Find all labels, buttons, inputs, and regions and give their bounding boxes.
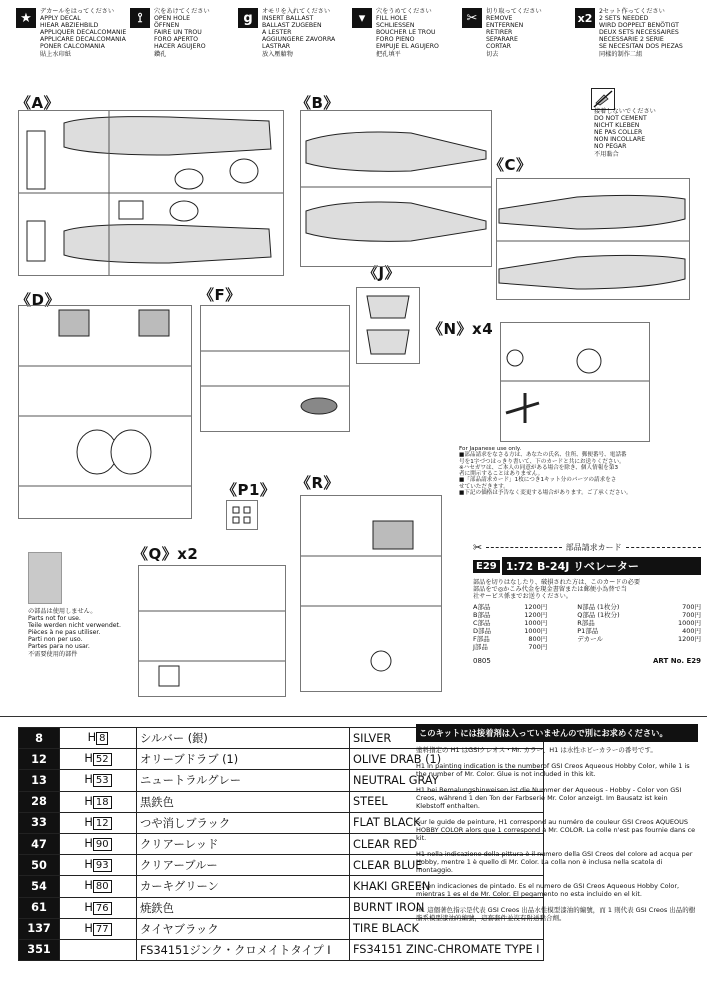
legend-line: FILL HOLE: [376, 15, 408, 23]
unused-note-line: Parti non per uso.: [28, 636, 83, 644]
price-value: 700円: [682, 611, 701, 620]
paint-name-jp: ニュートラルグレー: [137, 770, 350, 791]
paint-note: H1 這個著色指示是代表 GSI Creos 出品水性模型漆油的編號，而 1 則代表 GSI Creos 出品的樹脂系模型漆油的編號，這套套件並沒有附送黏合劑。: [416, 906, 696, 922]
legend-item: [575, 8, 683, 58]
aqueous-code: 93: [93, 859, 112, 872]
unused-parts-note: [28, 552, 138, 682]
no-cement-line: DO NOT CEMENT: [594, 115, 647, 123]
aqueous-code: 12: [93, 817, 112, 830]
order-info-line: For Japanese use only.: [459, 446, 522, 452]
legend-line: DEUX SETS NECESSAIRES: [599, 29, 679, 37]
parts-tree-label-c: 《C》: [489, 156, 532, 174]
legend-line: BALLAST ZUGEBEN: [262, 22, 322, 30]
price-row: [577, 635, 701, 643]
sprue-r-drawing: [300, 495, 442, 692]
no-cement-line: NE PAS COLLER: [594, 129, 643, 137]
order-info-line: ■「部品請求カード」1枚につき1キット分のパーツの請求をさ: [459, 477, 617, 484]
h-prefix: H: [84, 773, 93, 787]
mr-color-code: 13: [19, 770, 60, 791]
no-cement-line: 不用黏合: [594, 150, 619, 158]
legend-line: LASTRAR: [262, 43, 291, 51]
x2-icon: x2: [575, 8, 595, 28]
legend-line: 鑽孔: [154, 50, 167, 58]
legend-line: 把孔填平: [376, 50, 401, 58]
paint-name-en: BURNT IRON: [350, 897, 544, 918]
sprue-a-drawing: [18, 110, 284, 276]
cut-icon: ✂: [462, 8, 482, 28]
h-prefix: H: [84, 921, 93, 935]
paint-note: 塗料指定の H1 はGSIクレオス・Mr. カラー、H1 は水性ホビーカラーの番号です。: [416, 746, 657, 754]
unused-note-line: Pièces à ne pas utiliser.: [28, 629, 101, 637]
card-title: 部品請求カード: [565, 543, 622, 552]
sprue-f-drawing: [200, 305, 350, 432]
paint-name-en: SILVER: [350, 728, 544, 749]
legend-item: [352, 8, 439, 58]
h-prefix: H: [84, 900, 93, 914]
weight-icon: g: [238, 8, 258, 28]
legend-line: 放入壓艙物: [262, 50, 293, 58]
paint-name-jp: 黒鉄色: [137, 791, 350, 812]
sprue-p1-drawing: [226, 500, 258, 530]
aqueous-code-cell: [60, 855, 137, 876]
price-part: C部品: [473, 619, 491, 628]
price-part: A部品: [473, 603, 491, 612]
aqueous-code-cell: [60, 812, 137, 833]
aqueous-code: 76: [93, 902, 112, 915]
price-value: 1000円: [524, 619, 548, 628]
legend-line: RETIRER: [486, 29, 513, 37]
legend-line: SEPARARE: [486, 36, 518, 44]
price-row: [577, 611, 701, 619]
no-cement-line: NICHT KLEBEN: [594, 122, 640, 130]
order-info-line: ■部品請求をなさる方は、あなたの氏名、住所、郵便番号、電話番: [459, 452, 627, 459]
paint-row: [19, 939, 544, 960]
paint-name-jp: 焼鉄色: [137, 897, 350, 918]
mr-color-code: 61: [19, 897, 60, 918]
paint-name-en: FLAT BLACK: [350, 812, 544, 833]
price-part: Q部品 (1枚分): [577, 611, 620, 620]
card-footer-left: 0805: [473, 657, 491, 666]
legend-line: デカールをはってください: [40, 8, 115, 15]
aqueous-code-cell: [60, 791, 137, 812]
parts-tree-label-d: 《D》: [16, 291, 60, 309]
paint-name-jp: シルバー (銀): [137, 728, 350, 749]
legend-line: 穴をあけてください: [154, 8, 210, 15]
legend-line: APPLY DECAL: [40, 15, 81, 23]
unused-parts-swatch: [28, 552, 62, 604]
price-value: 1200円: [524, 603, 548, 612]
unused-note-line: Parts not for use.: [28, 615, 81, 623]
legend-line: A LESTER: [262, 29, 292, 37]
card-model: B-24J リベレーター: [536, 560, 639, 573]
price-part: N部品 (1枚分): [577, 603, 620, 612]
sprue-q-drawing: [138, 565, 286, 697]
h-prefix: H: [84, 837, 93, 851]
paint-name-en: CLEAR RED: [350, 833, 544, 854]
legend-item: [238, 8, 335, 58]
card-desc-line: 部品をで◎かこみ代金を現金書留または郵便小為替で当: [473, 586, 627, 594]
price-part: J部品: [473, 643, 488, 652]
legend-line: SE NECESITAN DOS PIEZAS: [599, 43, 683, 51]
aqueous-code-cell: [60, 918, 137, 939]
paint-note: Sur le guide de peinture, H1 correspond au numéro de couleur GSI Creos AQUEOUS HOBBY COLOR alors que 1 correspond à Mr. COLOR. La colle n'est pas fournie dans ce kit.: [416, 818, 696, 842]
legend-line: 切去: [486, 50, 499, 58]
no-cement-icon: [591, 88, 615, 110]
aqueous-code-cell: [60, 897, 137, 918]
price-value: 1000円: [677, 619, 701, 628]
aqueous-code-cell: [60, 939, 137, 960]
scissors-icon: ✂: [473, 541, 483, 554]
fill-hole-icon: ▾: [352, 8, 372, 28]
unused-note-line: 不需要使用的部件: [28, 650, 78, 658]
paint-note: H1 bei Bemalungshinweisen ist die Nummer der Aqueous - Hobby - Color von GSI Creos, während 1 den Ton der Farbserie Mr. Color anzeigt. Im Bausatz ist kein Klebstoff enthalten.: [416, 786, 682, 810]
legend-line: FORO PIENO: [376, 36, 415, 44]
order-info-line: せていただきます。: [459, 483, 509, 490]
price-value: 1000円: [524, 627, 548, 636]
drill-icon: ⟟: [130, 8, 150, 28]
price-part: B部品: [473, 611, 491, 620]
price-part: P1部品: [577, 627, 599, 636]
legend-line: オモリを入れてください: [262, 8, 331, 15]
paint-name-en: TIRE BLACK: [350, 918, 544, 939]
order-info-line: ■下記の価格は予告なく変更する場合があります。ご了承ください。: [459, 490, 632, 497]
price-part: R部品: [577, 619, 595, 628]
sprue-j-drawing: [356, 287, 420, 364]
legend-line: WIRD DOPPELT BENÖTIGT: [599, 22, 679, 30]
legend-line: ÖFFNEN: [154, 22, 180, 30]
paint-name-jp: カーキグリーン: [137, 876, 350, 897]
legend-line: BOUCHER LE TROU: [376, 29, 436, 37]
paint-name-en: NEUTRAL GRAY: [350, 770, 544, 791]
legend-line: EMPUJE EL AGUJERO: [376, 43, 439, 51]
no-cement-box: [591, 88, 701, 158]
paint-note: H1 en indicaciones de pintado. Es el numero de GSI Creos Aqueous Hobby Color, mientras 1 es el de Mr. Color. El pegamento no esta incluido en el kit.: [416, 882, 680, 898]
unused-note-line: の部品は使用しません。: [28, 608, 97, 615]
parts-tree-label-n: 《N》x4: [428, 320, 494, 338]
aqueous-code: 53: [93, 774, 112, 787]
paint-name-en: STEEL: [350, 791, 544, 812]
section-divider: [0, 716, 707, 717]
paint-notes: [416, 746, 698, 930]
legend-line: REMOVE: [486, 15, 513, 23]
legend-line: APPLIQUER DECALCOMANIE: [40, 29, 127, 37]
aqueous-code-cell: [60, 749, 137, 770]
parts-tree-label-j: 《J》: [363, 264, 401, 282]
paint-name-jp: タイヤブラック: [137, 918, 350, 939]
card-desc-line: 部品を切りはなしたり、破損された方は、このカードの必要: [473, 579, 641, 586]
paint-name-en: CLEAR BLUE: [350, 855, 544, 876]
aqueous-code-cell: [60, 876, 137, 897]
legend-line: NECESSARIE 2 SERIE: [599, 36, 664, 44]
legend-line: 切り取ってください: [486, 8, 542, 15]
price-row: [577, 627, 701, 635]
legend-line: CORTAR: [486, 43, 511, 51]
card-scale: 1:72: [505, 560, 534, 573]
legend-line: FAIRE UN TROU: [154, 29, 202, 37]
legend-line: 2セット作ってください: [599, 8, 665, 15]
legend-line: SCHLIESSEN: [376, 22, 415, 30]
card-art-number: ART No. E29: [653, 657, 701, 666]
paint-note: H1 nella indicazione della pittura è il numero della GSI Creos del colore ad acqua per Hobby, mentre 1 è quello di Mr. Color. La colla non è inclusa nella scatola di montaggio.: [416, 850, 693, 874]
aqueous-code: 80: [93, 880, 112, 893]
paint-name-jp: FS34151ジンク・クロメイトタイプ I: [137, 939, 350, 960]
paint-name-en: FS34151 ZINC-CHROMATE TYPE I: [350, 939, 544, 960]
no-cement-line: NON INCOLLARE: [594, 136, 646, 144]
legend-line: HACER AGUJERO: [154, 43, 206, 51]
glue-note-text: このキットには接着剤は入っていませんので別にお求めください。: [416, 724, 698, 742]
no-cement-line: NO PEGAR: [594, 143, 627, 151]
price-part: デカール: [577, 635, 603, 644]
price-value: 800円: [528, 635, 548, 644]
paint-name-jp: つや消しブラック: [137, 812, 350, 833]
parts-tree-label-b: 《B》: [296, 94, 339, 112]
aqueous-code-cell: [60, 728, 137, 749]
no-cement-line: 接着しないでください: [594, 108, 656, 115]
aqueous-code: 18: [93, 796, 112, 809]
unused-note-line: Teile werden nicht verwendet.: [28, 622, 121, 630]
order-info: [459, 446, 699, 496]
price-part: D部品: [473, 627, 492, 636]
aqueous-code: 8: [96, 732, 108, 745]
sprue-n-drawing: [500, 322, 650, 442]
legend-item: [462, 8, 542, 58]
legend-line: APPLICARE DECALCOMANIA: [40, 36, 126, 44]
aqueous-code: 52: [93, 753, 112, 766]
legend-item: [130, 8, 210, 58]
legend-item: [16, 8, 126, 58]
legend-line: HIEAR ABZIEHBILD: [40, 22, 99, 30]
mr-color-code: 50: [19, 855, 60, 876]
h-prefix: H: [84, 815, 93, 829]
parts-tree-label-p1: 《P1》: [222, 481, 276, 499]
mr-color-code: 12: [19, 749, 60, 770]
mr-color-code: 33: [19, 812, 60, 833]
sprue-b-drawing: [300, 110, 492, 267]
paint-name-jp: オリーブドラブ (1): [137, 749, 350, 770]
legend-line: PONER CALCOMANIA: [40, 43, 105, 51]
mr-color-code: 351: [19, 939, 60, 960]
order-info-line: ※ハセガワは、ご本人の同意がある場合を除き、個人情報を第3: [459, 464, 619, 471]
sprue-c-drawing: [496, 178, 690, 300]
star-icon: ★: [16, 8, 36, 28]
paint-name-en: KHAKI GREEN: [350, 876, 544, 897]
aqueous-code-cell: [60, 833, 137, 854]
legend-line: FORO APERTO: [154, 36, 198, 44]
price-value: 1200円: [524, 611, 548, 620]
order-info-line: 者に開示することはありません。: [459, 471, 544, 478]
card-code: E29: [473, 560, 500, 573]
h-prefix: H: [84, 752, 93, 766]
legend-line: AGGIUNGERE ZAVORRA: [262, 36, 336, 44]
glue-note: [416, 724, 698, 742]
mr-color-code: 54: [19, 876, 60, 897]
legend-line: 同樣的制作二組: [599, 50, 643, 58]
legend-line: 貼上水印紙: [40, 50, 71, 58]
price-row: [473, 643, 547, 651]
aqueous-code: 90: [93, 838, 112, 851]
parts-tree-label-a: 《A》: [16, 94, 60, 112]
parts-tree-label-q: 《Q》x2: [133, 545, 199, 563]
paint-note: H1 in painting indication is the numberof GSI Creos Aqueous Hobby Color, while 1 is the number of Mr. Color. Glue is not included in this kit.: [416, 762, 690, 778]
legend-line: INSERT BALLAST: [262, 15, 314, 23]
card-desc-line: 社サービス係までお送りください。: [473, 593, 572, 601]
price-value: 700円: [528, 643, 548, 652]
aqueous-code: 77: [93, 923, 112, 936]
h-prefix: H: [84, 879, 93, 893]
legend-line: ENTFERNEN: [486, 22, 524, 30]
h-prefix: H: [87, 731, 97, 745]
parts-tree-label-f: 《F》: [199, 286, 241, 304]
price-part: F部品: [473, 635, 490, 644]
aqueous-code-cell: [60, 770, 137, 791]
legend-line: 2 SETS NEEDED: [599, 15, 649, 23]
unused-note-line: Partes para no usar.: [28, 643, 90, 651]
legend-line: OPEN HOLE: [154, 15, 190, 23]
mr-color-code: 28: [19, 791, 60, 812]
order-info-line: 号を1字づつはっきり書いて、下のカードと共にお送りください。: [459, 458, 625, 465]
sprue-d-drawing: [18, 305, 192, 519]
h-prefix: H: [84, 858, 93, 872]
mr-color-code: 47: [19, 833, 60, 854]
paint-name-en: OLIVE DRAB (1): [350, 749, 544, 770]
paint-name-jp: クリアーブルー: [137, 855, 350, 876]
price-value: 1200円: [677, 635, 701, 644]
mr-color-code: 137: [19, 918, 60, 939]
parts-tree-label-r: 《R》: [296, 474, 340, 492]
mr-color-code: 8: [19, 728, 60, 749]
legend-line: 穴をうめてください: [376, 8, 432, 15]
price-value: 400円: [682, 627, 701, 636]
paint-name-jp: クリアーレッド: [137, 833, 350, 854]
price-value: 700円: [682, 603, 701, 612]
h-prefix: H: [84, 794, 93, 808]
parts-request-card: [473, 541, 701, 701]
